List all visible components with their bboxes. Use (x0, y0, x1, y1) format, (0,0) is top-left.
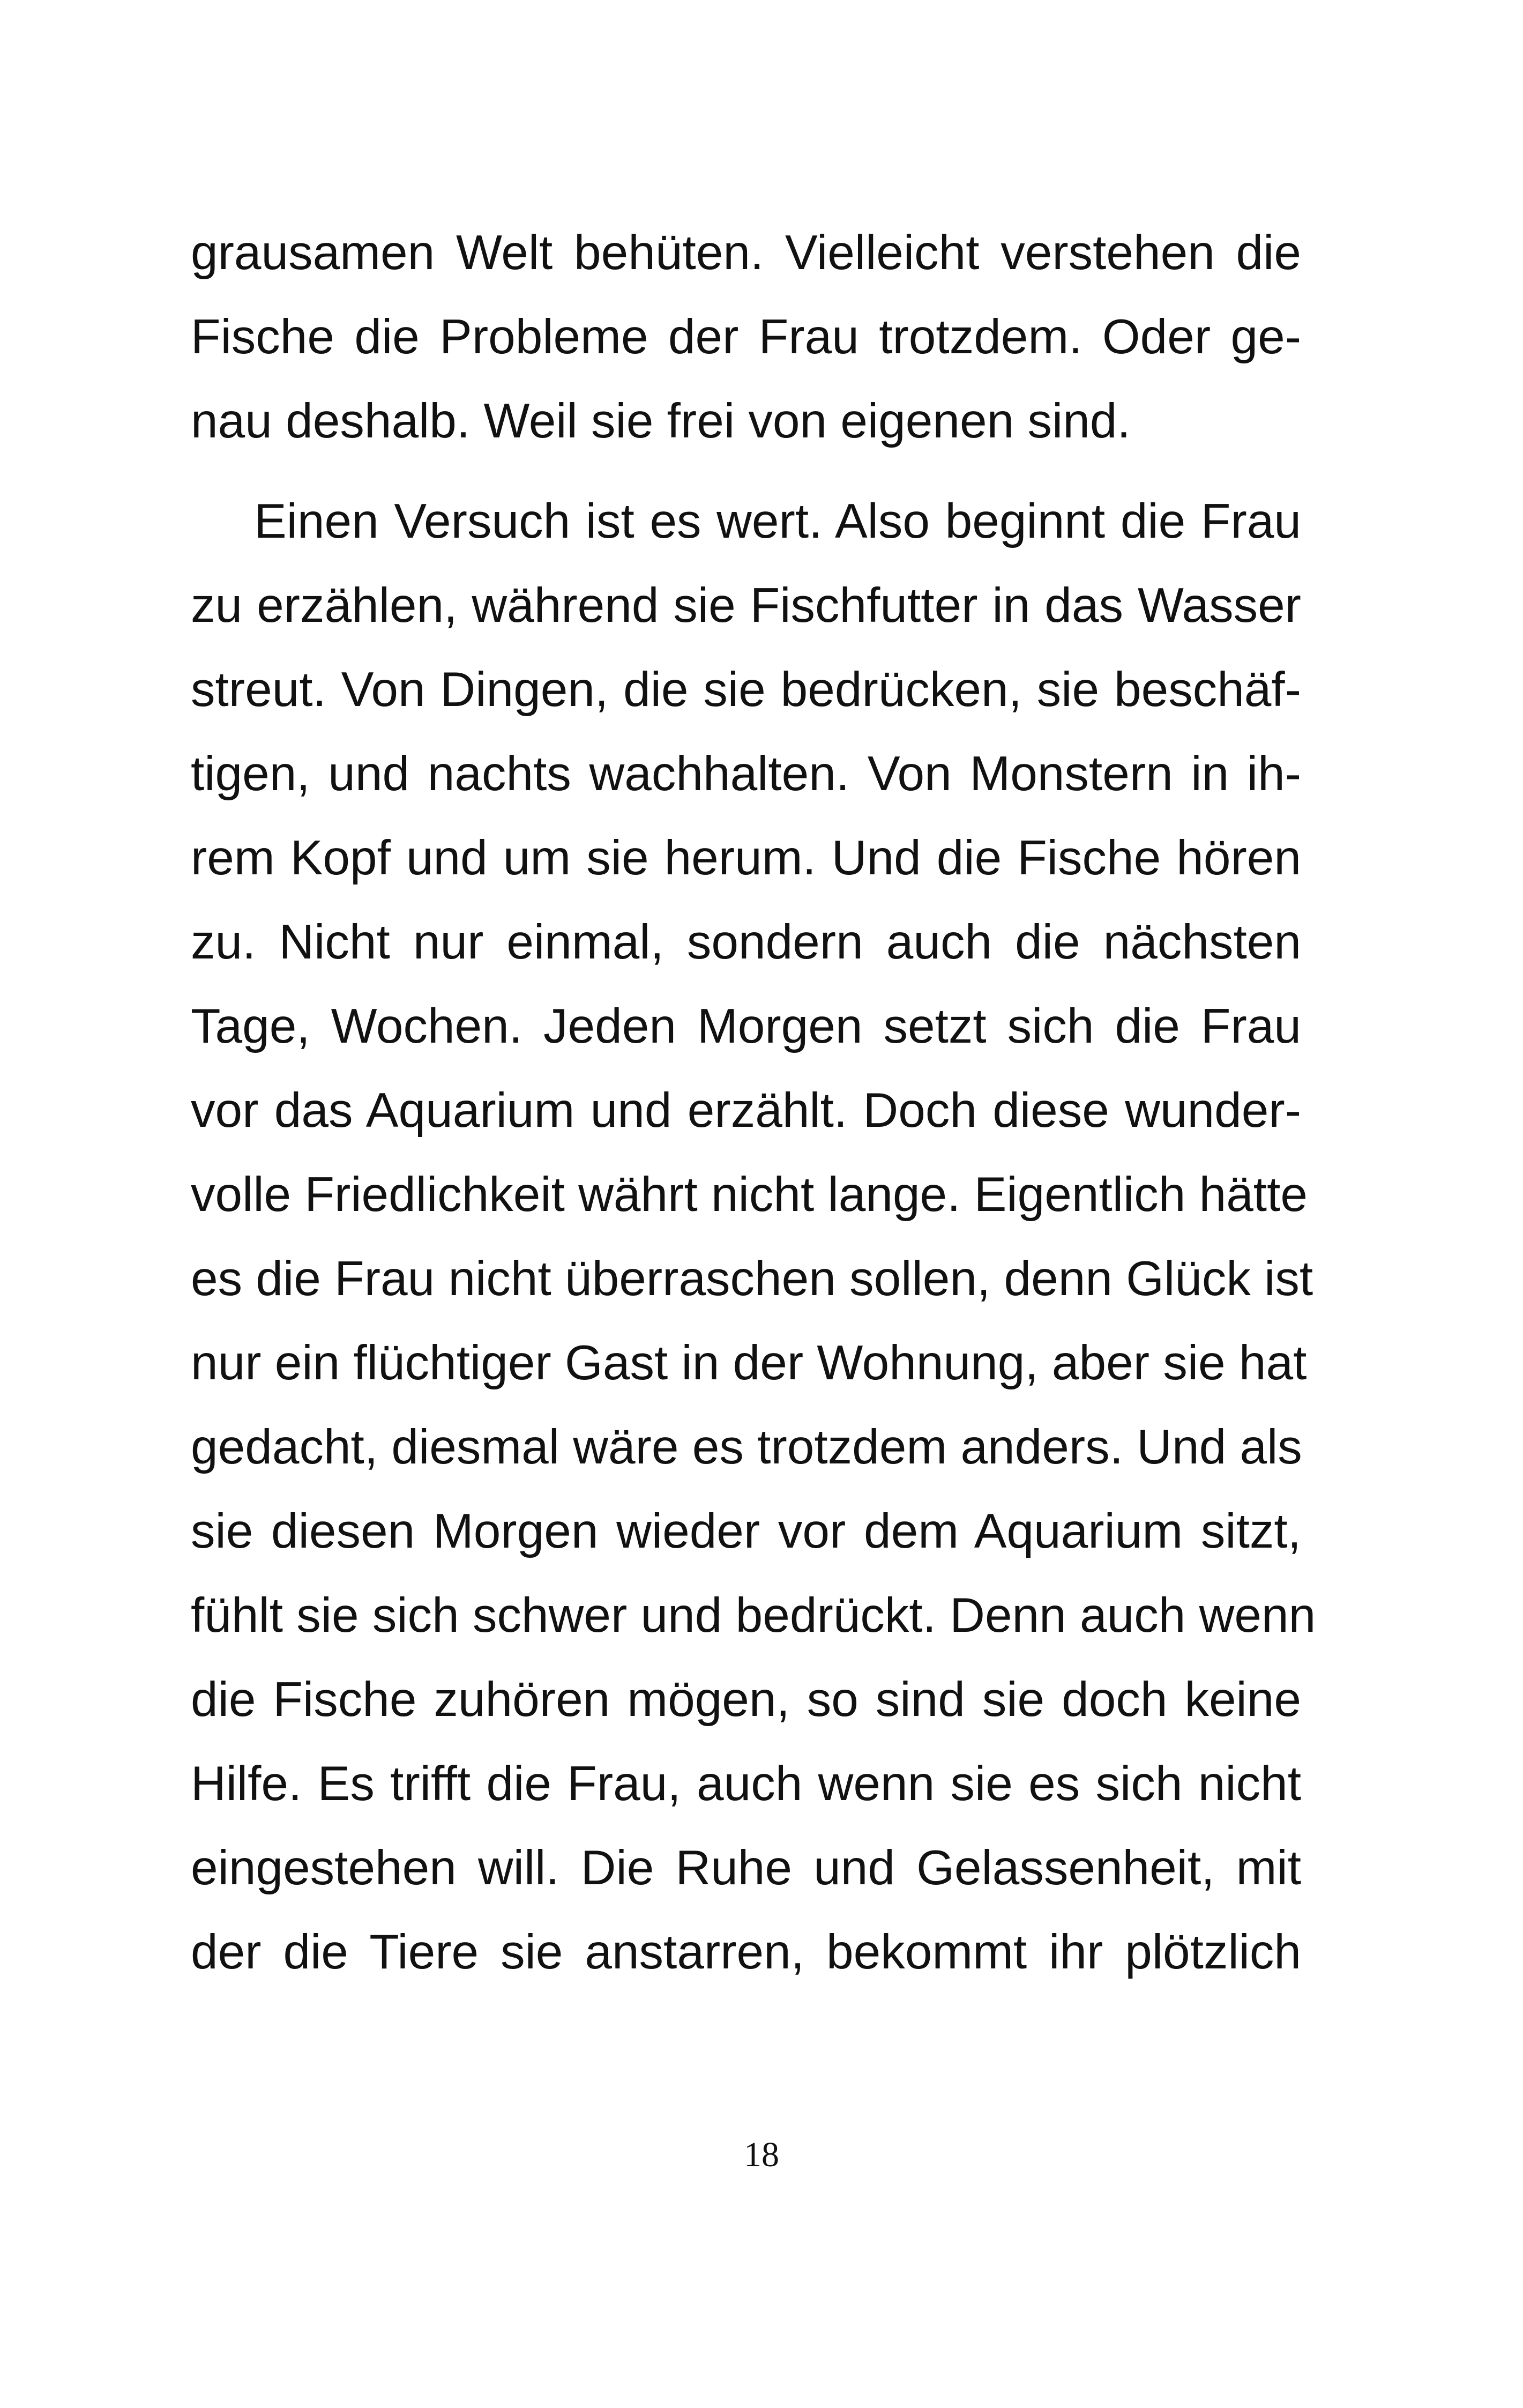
text-line: der die Tiere sie anstarren, bekommt ihr plötzlich (191, 1925, 1301, 1979)
text-line: streut. Von Dingen, die sie bedrücken, sie beschäf- (191, 663, 1301, 717)
text-line: Einen Versuch ist es wert. Also beginnt die Frau (254, 494, 1301, 548)
text-line: Tage, Wochen. Jeden Morgen setzt sich die Frau (191, 999, 1301, 1053)
text-line: volle Friedlichkeit währt nicht lange. Eigentlich hätte (191, 1168, 1308, 1222)
text-line: es die Frau nicht überraschen sollen, denn Glück ist (191, 1252, 1313, 1306)
body-text (191, 211, 1316, 1994)
text-line: eingestehen will. Die Ruhe und Gelassenheit, mit (191, 1841, 1301, 1895)
text-line: fühlt sie sich schwer und bedrückt. Denn auch wenn (191, 1588, 1316, 1643)
text-line: Fische die Probleme der Frau trotzdem. Oder ge- (191, 310, 1301, 364)
text-line: vor das Aquarium und erzählt. Doch diese wunder- (191, 1083, 1301, 1138)
text-line: sie diesen Morgen wieder vor dem Aquarium sitzt, (191, 1504, 1301, 1558)
text-line: rem Kopf und um sie herum. Und die Fische hören (191, 831, 1301, 885)
text-line: zu. Nicht nur einmal, sondern auch die nächsten (191, 915, 1301, 969)
text-line: nur ein flüchtiger Gast in der Wohnung, aber sie hat (191, 1336, 1307, 1390)
text-line: zu erzählen, während sie Fischfutter in das Wasser (191, 578, 1301, 633)
text-line: Hilfe. Es trifft die Frau, auch wenn sie es sich nicht (191, 1757, 1301, 1811)
paragraph (191, 211, 1301, 463)
paragraph (191, 479, 1316, 1994)
paragraph-spacer (191, 463, 1301, 479)
text-line: grausamen Welt behüten. Vielleicht verstehen die (191, 226, 1301, 280)
text-line: tigen, und nachts wachhalten. Von Monstern in ih- (191, 747, 1301, 801)
text-line: nau deshalb. Weil sie frei von eigenen sind. (191, 394, 1131, 448)
text-line: gedacht, diesmal wäre es trotzdem anders. Und als (191, 1420, 1302, 1474)
page-number: 18 (744, 2135, 779, 2174)
text-line: die Fische zuhören mögen, so sind sie doch keine (191, 1673, 1301, 1727)
